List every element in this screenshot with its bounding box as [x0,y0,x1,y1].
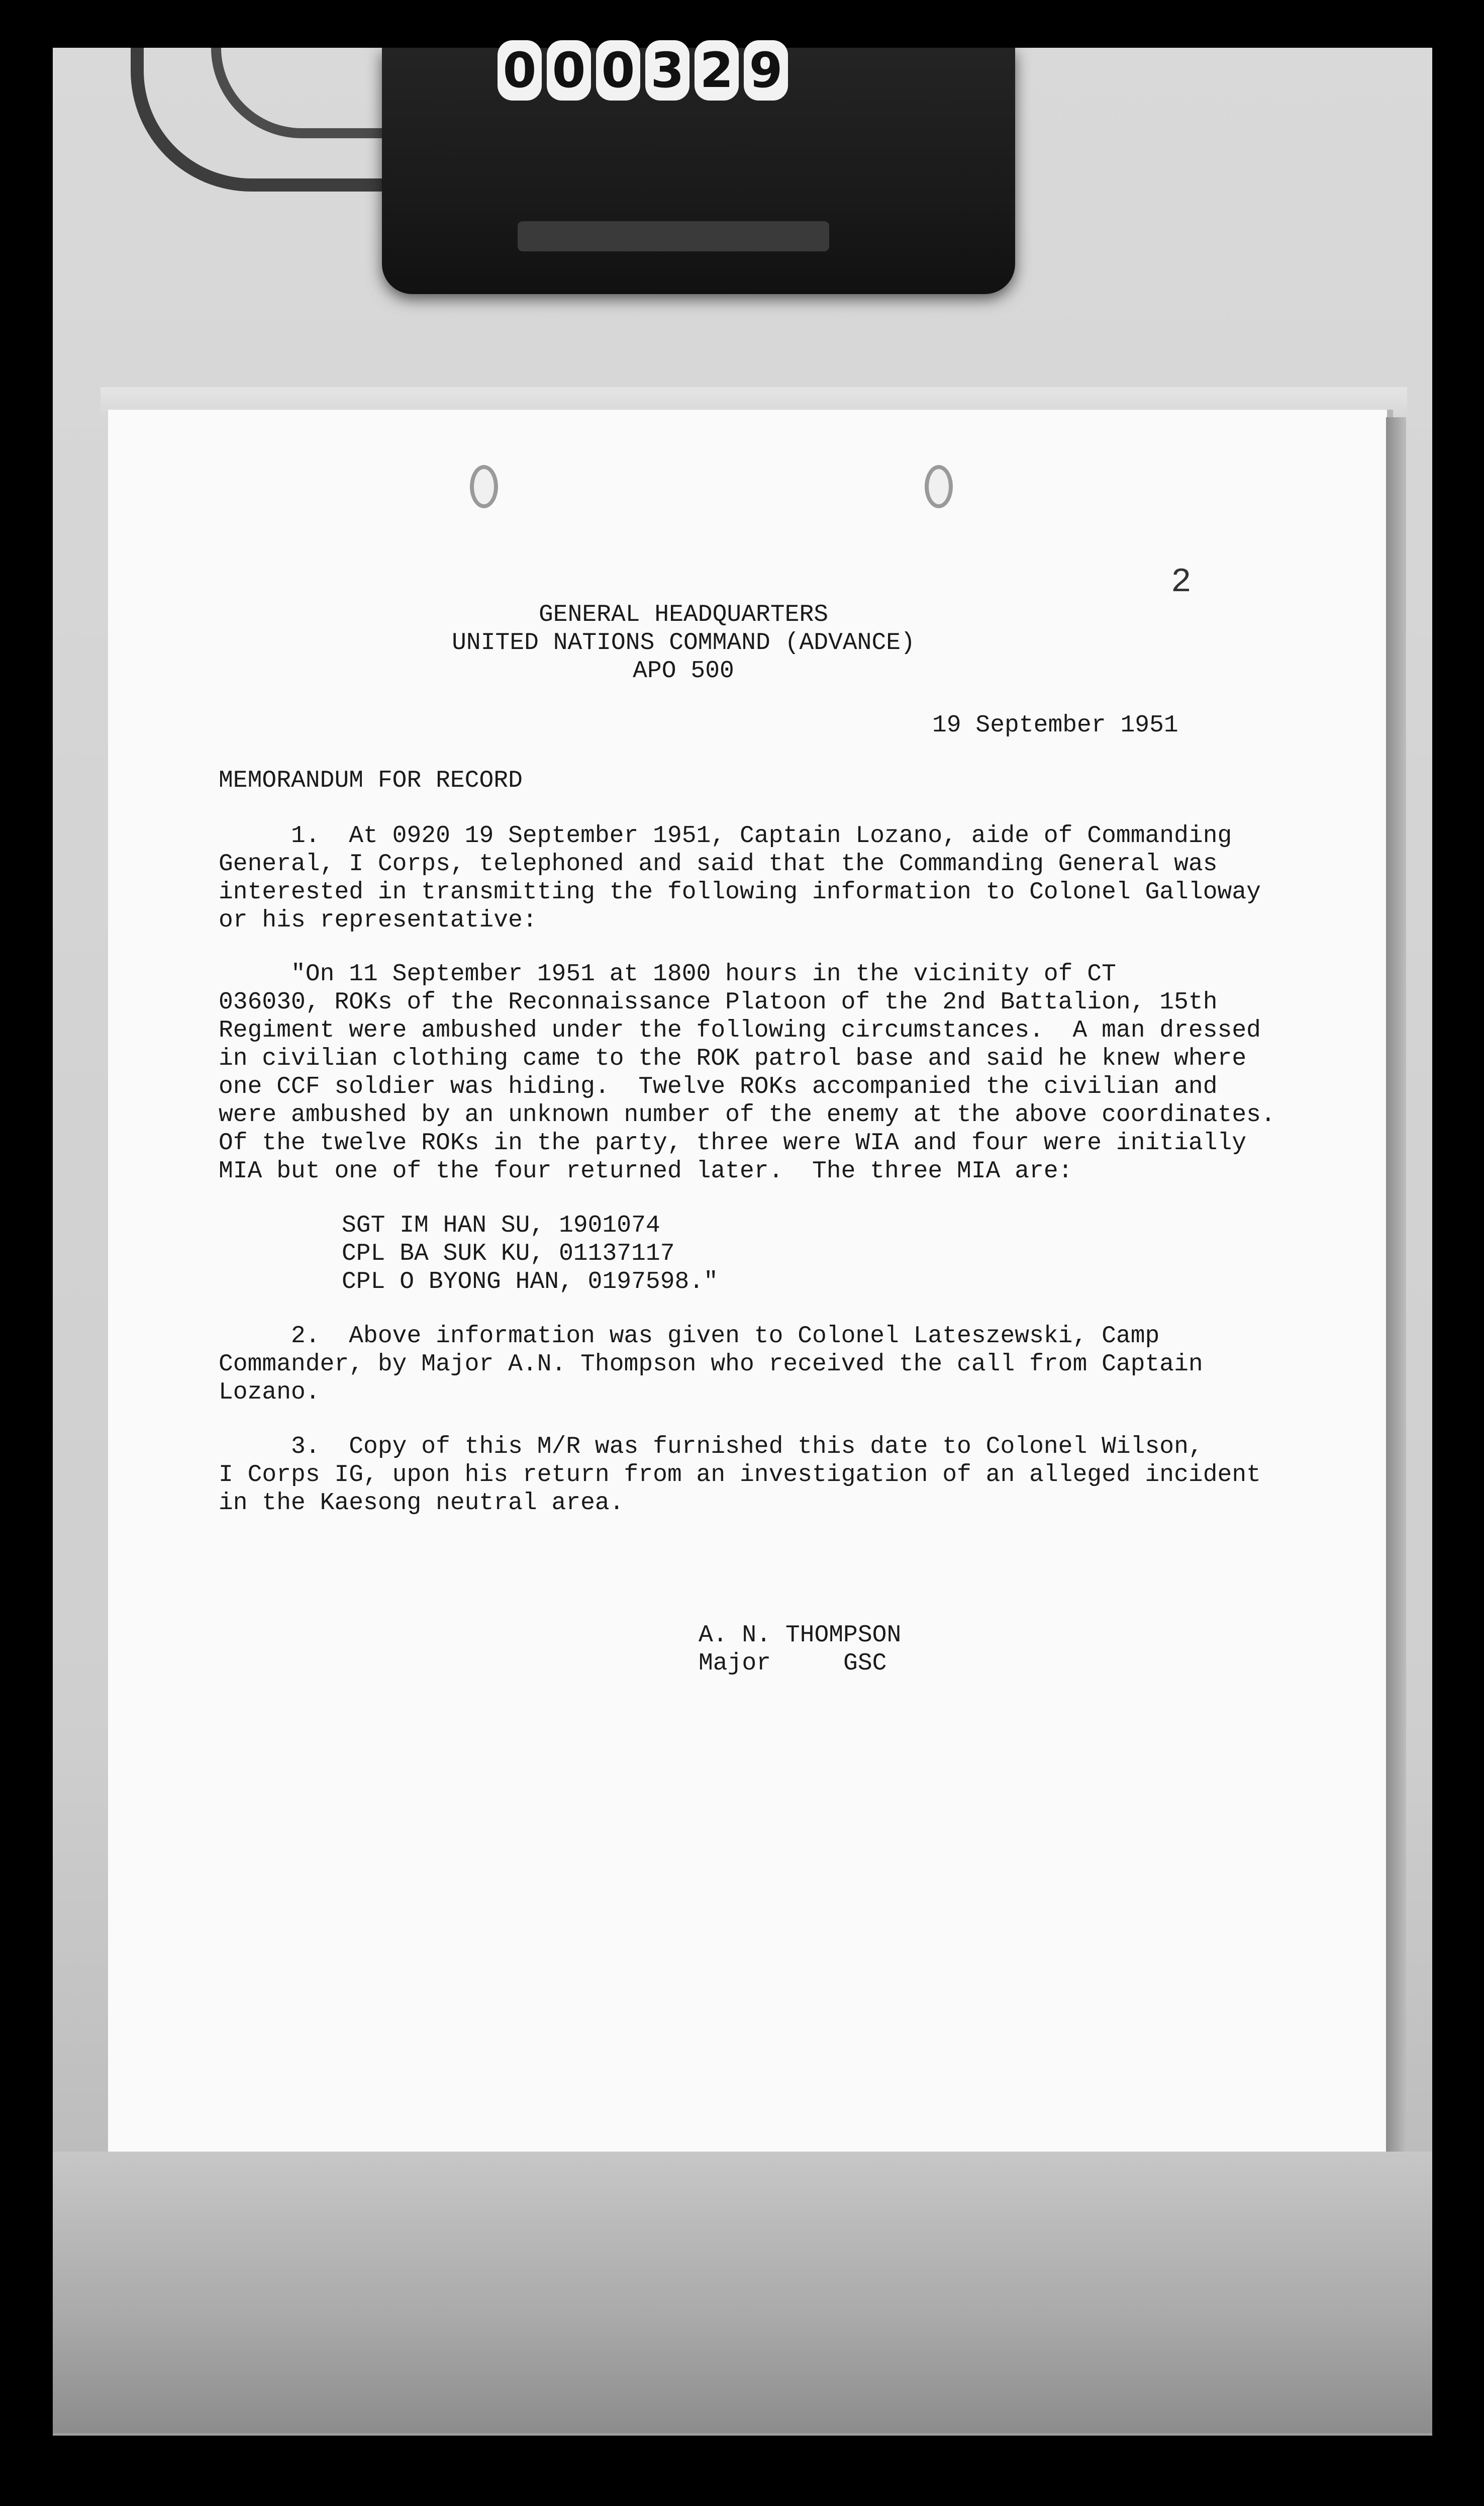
paragraph-line: Commander, by Major A.N. Thompson who received the call from Captain [219,1351,1203,1378]
paragraph-line: or his representative: [219,907,537,934]
quote-line: in civilian clothing came to the ROK patrol base and said he knew where [219,1045,1247,1072]
microfilm-lower-field [53,2152,1432,2433]
counter-digit: 0 [596,40,640,101]
mia-list-item: CPL BA SUK KU, 01137117 [342,1240,675,1267]
header-line-3: APO 500 [633,658,734,685]
frame-counter-digits [498,40,849,101]
quote-line: 036030, ROKs of the Reconnaissance Platoon of the 2nd Battalion, 15th [219,989,1218,1016]
paragraph-line: General, I Corps, telephoned and said that the Commanding General was [219,851,1218,878]
signature-name: A. N. THOMPSON [699,1622,902,1649]
page-number-mark: 2 [1171,563,1192,602]
counter-digit: 9 [744,40,788,101]
quote-line: Regiment were ambushed under the following circumstances. A man dressed [219,1017,1261,1044]
paragraph-line: 1. At 0920 19 September 1951, Captain Lozano, aide of Commanding [219,822,1232,850]
paragraph-line: in the Kaesong neutral area. [219,1490,624,1517]
counter-digit: 0 [498,40,542,101]
header-line-2: UNITED NATIONS COMMAND (ADVANCE) [452,629,915,657]
counter-digit: 0 [547,40,591,101]
paragraph-line: Lozano. [219,1379,320,1406]
paragraph-line: I Corps IG, upon his return from an investigation of an alleged incident [219,1461,1261,1489]
quote-line: were ambushed by an unknown number of the enemy at the above coordinates. [219,1101,1275,1129]
header-line-1: GENERAL HEADQUARTERS [538,601,829,628]
counter-digit: 2 [695,40,739,101]
paragraph-line: 3. Copy of this M/R was furnished this date to Colonel Wilson, [219,1433,1203,1460]
sheet-edge-shadow [1386,417,1406,2152]
memo-subject: MEMORANDUM FOR RECORD [219,767,523,794]
punch-hole-right [925,465,953,508]
quote-line: Of the twelve ROKs in the party, three were WIA and four were initially [219,1130,1247,1157]
paragraph-line: 2. Above information was given to Colonel Lateszewski, Camp [219,1323,1160,1350]
paragraph-line: interested in transmitting the following information to Colonel Galloway [219,879,1261,906]
memo-date: 19 September 1951 [932,712,1178,739]
signature-rank: Major GSC [699,1650,887,1677]
counter-digit: 3 [645,40,689,101]
frame-counter-slot [518,221,829,251]
mia-list-item: CPL O BYONG HAN, 0197598." [342,1268,718,1295]
punch-hole-left [470,465,498,508]
quote-line: "On 11 September 1951 at 1800 hours in the vicinity of CT [219,961,1116,988]
mia-list-item: SGT IM HAN SU, 1901074 [342,1212,660,1239]
quote-line: MIA but one of the four returned later. The three MIA are: [219,1158,1073,1185]
quote-line: one CCF soldier was hiding. Twelve ROKs accompanied the civilian and [219,1073,1218,1100]
